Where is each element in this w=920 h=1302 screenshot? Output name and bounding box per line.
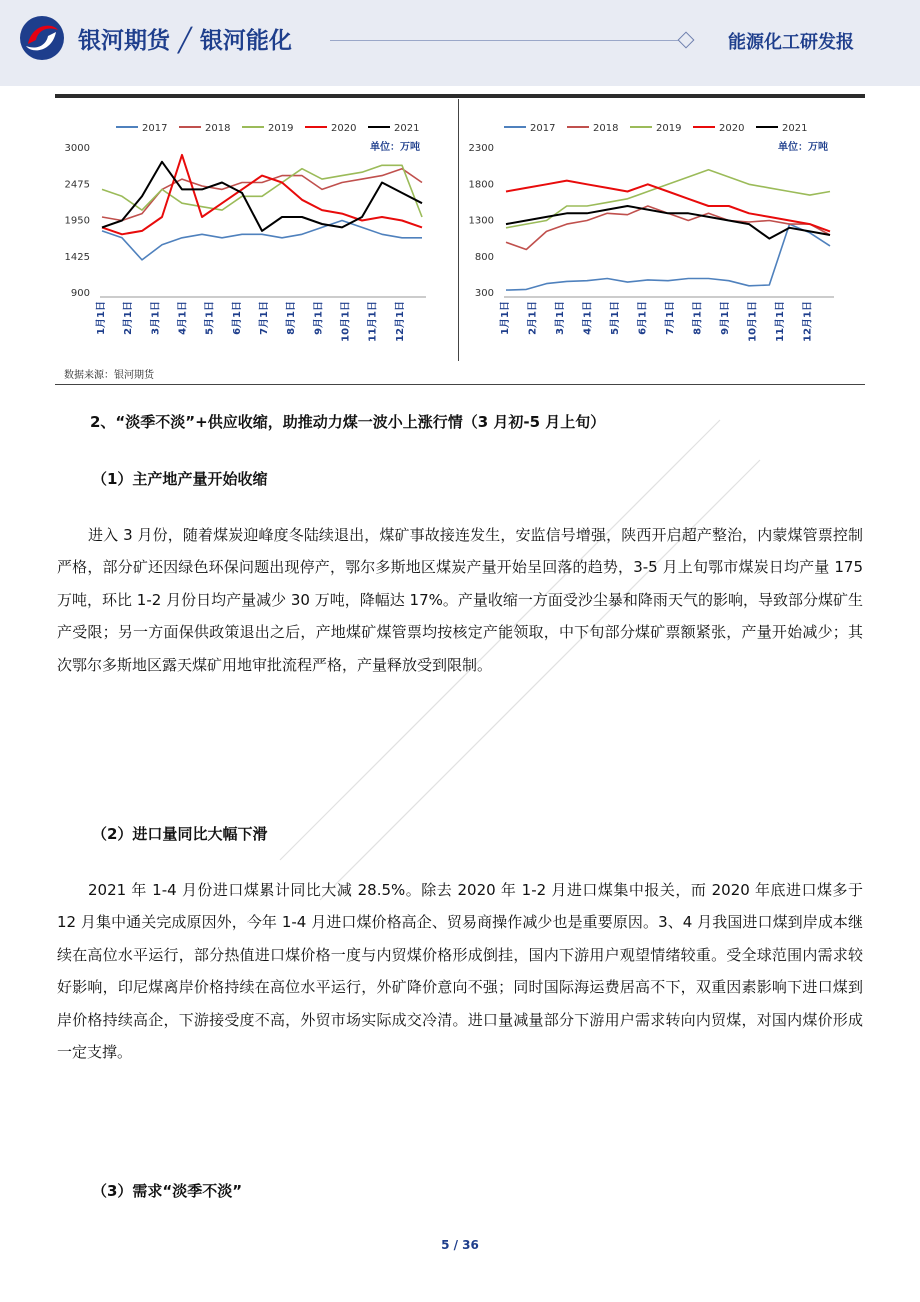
report-type: 能源化工研发报 [728,32,854,53]
x-tick-label: 7月1日 [665,301,676,335]
subsection-title-2: （2）进口量同比大幅下滑 [92,825,268,843]
brand-name: 银河期货 ╱ 银河能化 [78,28,292,54]
y-tick-label: 3000 [64,143,90,154]
section-title: 2、“淡季不淡”+供应收缩，助推动力煤一波小上涨行情（3 月初-5 月上旬） [90,413,606,431]
y-tick-label: 1300 [468,215,494,227]
page-header [0,0,920,86]
x-tick-label: 5月1日 [610,301,621,335]
y-tick-label: 800 [474,251,494,263]
unit-label: 单位：万吨 [778,142,828,153]
y-tick-label: 300 [474,288,494,299]
x-tick-label: 12月1日 [394,301,406,342]
left-line-chart [58,115,454,350]
y-tick-label: 1425 [64,251,90,263]
x-tick-label: 6月1日 [637,301,649,335]
legend-label-2019: 2019 [656,123,682,134]
page-number: 5 / 36 [441,1238,479,1252]
top-rule [55,94,865,98]
legend-label-2018: 2018 [205,123,231,134]
galaxy-logo-icon [18,14,66,62]
legend-label-2017: 2017 [142,123,168,134]
x-tick-label: 6月1日 [231,301,243,335]
series-line-2020 [506,181,830,232]
x-tick-label: 2月1日 [123,301,135,335]
chart-divider [458,99,459,361]
x-tick-label: 11月1日 [367,301,379,342]
x-tick-label: 1月1日 [96,301,107,335]
y-tick-label: 1800 [468,179,494,191]
x-tick-label: 5月1日 [204,301,216,335]
header-divider-line [330,40,680,41]
x-tick-label: 9月1日 [313,301,325,335]
paragraph-2: 2021 年 1-4 月份进口煤累计同比大减 28.5%。除去 2020 年 1-2 月进口煤集中报关，而 2020 年底进口煤多于 12 月集中通关完成原因外，今年 1-4 月进口煤价格高企、贸易商操作减少也是重要原因。3、4 月我国进口煤到岸成本继续在高位水平运行，部分热值进口煤价格一度与内贸煤价格形成倒挂，国内下游用户观望情绪较重。受全球范围内需求较好影响，印尼煤离岸价格持续在高位水平运行，外矿降价意向不强；同时国际海运费居高不下，双重因素影响下进口煤到岸价格持续高企，下游接受度不高，外贸市场实际成交冷清。进口量减量部分下游用户需求转向内贸煤，对国内煤价形成一定支撑。 [57,881,863,1062]
legend-label-2020: 2020 [719,123,745,134]
legend-label-2021: 2021 [782,123,808,134]
x-tick-label: 3月1日 [555,301,566,335]
series-line-2017 [506,224,830,290]
legend-label-2021: 2021 [394,123,420,134]
series-line-2019 [102,165,422,217]
x-tick-label: 4月1日 [177,301,189,335]
x-tick-label: 10月1日 [340,301,352,342]
x-tick-label: 2月1日 [527,301,539,335]
x-tick-label: 9月1日 [720,301,731,335]
right-line-chart [462,115,862,350]
x-tick-label: 11月1日 [775,301,786,342]
x-tick-label: 10月1日 [747,301,759,342]
x-tick-label: 8月1日 [692,301,704,335]
legend-label-2017: 2017 [530,123,556,134]
x-tick-label: 12月1日 [802,301,814,342]
y-tick-label: 900 [70,288,90,299]
subsection-title-1: （1）主产地产量开始收缩 [92,470,268,488]
x-tick-label: 7月1日 [259,301,270,335]
y-tick-label: 2300 [468,143,494,154]
data-source: 数据来源：银河期货 [64,370,154,381]
subsection-title-3: （3）需求“淡季不淡” [92,1182,243,1200]
y-tick-label: 1950 [64,215,90,227]
x-tick-label: 3月1日 [150,301,162,335]
diamond-ornament-icon [678,32,695,49]
x-tick-label: 1月1日 [500,301,511,335]
legend-label-2019: 2019 [268,123,294,134]
legend-label-2020: 2020 [331,123,357,134]
paragraph-1: 进入 3 月份，随着煤炭迎峰度冬陆续退出，煤矿事故接连发生，安监信号增强，陕西开启超产整治，内蒙煤管票控制严格，部分矿还因绿色环保问题出现停产，鄂尔多斯地区煤炭产量开始呈回落的趋势，3-5 月上旬鄂市煤炭日均产量 175 万吨，环比 1-2 月份日均产量减少 30 万吨，降幅达 17%。产量收缩一方面受沙尘暴和降雨天气的影响，导致部分煤矿生产受限；另一方面保供政策退出之后，产地煤矿煤管票均按核定产能领取，中下旬部分煤矿票额紧张，产量开始减少；其次鄂尔多斯地区露天煤矿用地审批流程严格，产量释放受到限制。 [57,526,863,674]
y-tick-label: 2475 [64,179,90,191]
x-tick-label: 8月1日 [286,301,298,335]
unit-label: 单位：万吨 [370,142,420,153]
legend-label-2018: 2018 [593,123,619,134]
x-tick-label: 4月1日 [582,301,594,335]
